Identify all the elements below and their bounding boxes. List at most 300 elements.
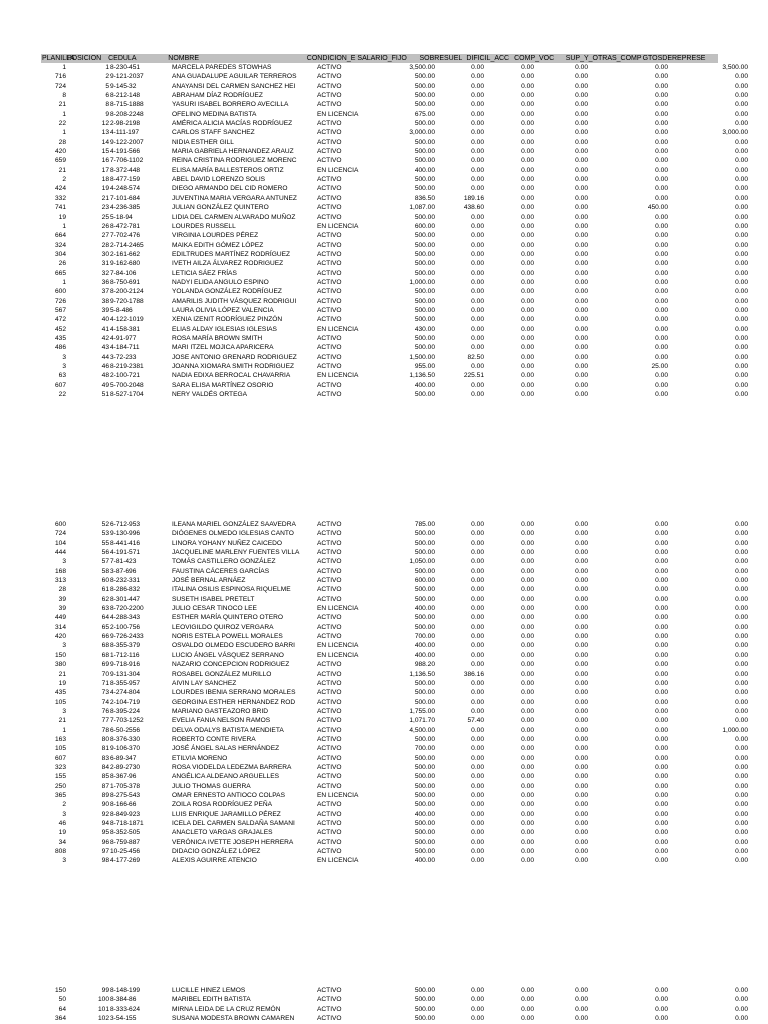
cell-posicion[interactable]: 40 <box>101 316 109 324</box>
cell-sup-y-otras-comp[interactable]: 0.00 <box>655 391 668 399</box>
cell-sobresueldo[interactable]: 0.00 <box>471 269 484 277</box>
cell-comp-voc[interactable]: 0.00 <box>575 791 588 799</box>
cell-salario-fijo[interactable]: 1,050.00 <box>409 558 435 566</box>
cell-cedula[interactable]: 8-759-887 <box>110 838 141 846</box>
cell-comp-voc[interactable]: 0.00 <box>575 567 588 575</box>
cell-planilla[interactable]: 726 <box>54 297 66 305</box>
cell-posicion[interactable]: 57 <box>101 558 109 566</box>
cell-gastos-representacion[interactable]: 0.00 <box>735 707 748 715</box>
cell-cedula[interactable]: 9-162-680 <box>110 260 141 268</box>
cell-salario-fijo[interactable]: 500.00 <box>414 297 435 305</box>
cell-nombre[interactable]: SUSETH ISABEL PRETELT <box>172 595 255 603</box>
cell-sup-y-otras-comp[interactable]: 0.00 <box>655 595 668 603</box>
cell-gastos-representacion[interactable]: 0.00 <box>735 148 748 156</box>
cell-dificil-acceso[interactable]: 0.00 <box>521 334 534 342</box>
cell-planilla[interactable]: 3 <box>62 810 66 818</box>
cell-sobresueldo[interactable]: 0.00 <box>471 782 484 790</box>
cell-dificil-acceso[interactable]: 0.00 <box>521 857 534 865</box>
cell-cedula[interactable]: 8-230-451 <box>110 64 141 71</box>
cell-planilla[interactable]: 808 <box>54 848 66 856</box>
cell-sobresueldo[interactable]: 0.00 <box>471 987 484 994</box>
cell-dificil-acceso[interactable]: 0.00 <box>521 670 534 678</box>
cell-dificil-acceso[interactable]: 0.00 <box>521 838 534 846</box>
cell-sup-y-otras-comp[interactable]: 0.00 <box>655 297 668 305</box>
cell-salario-fijo[interactable]: 400.00 <box>414 642 435 650</box>
cell-sup-y-otras-comp[interactable]: 0.00 <box>655 138 668 146</box>
cell-dificil-acceso[interactable]: 0.00 <box>521 614 534 622</box>
cell-dificil-acceso[interactable]: 0.00 <box>521 166 534 174</box>
cell-dificil-acceso[interactable]: 0.00 <box>521 829 534 837</box>
cell-salario-fijo[interactable]: 1,500.00 <box>409 353 435 361</box>
cell-cedula[interactable]: 6-50-2556 <box>110 726 141 734</box>
cell-nombre[interactable]: LINORA YOHANY NUÑEZ CAICEDO <box>172 539 283 547</box>
header-dificil[interactable]: DIFICIL_ACC <box>466 55 510 62</box>
cell-condicion[interactable]: ACTIVO <box>317 1005 342 1013</box>
cell-sup-y-otras-comp[interactable]: 0.00 <box>655 614 668 622</box>
cell-posicion[interactable]: 16 <box>101 157 109 165</box>
cell-sup-y-otras-comp[interactable]: 0.00 <box>655 642 668 650</box>
cell-gastos-representacion[interactable]: 0.00 <box>735 194 748 202</box>
cell-salario-fijo[interactable]: 500.00 <box>414 773 435 781</box>
cell-condicion[interactable]: EN LICENCIA <box>317 166 359 174</box>
cell-gastos-representacion[interactable]: 0.00 <box>735 857 748 865</box>
cell-comp-voc[interactable]: 0.00 <box>575 297 588 305</box>
cell-salario-fijo[interactable]: 400.00 <box>414 381 435 389</box>
cell-comp-voc[interactable]: 0.00 <box>575 987 588 994</box>
cell-sobresueldo[interactable]: 0.00 <box>471 157 484 165</box>
cell-cedula[interactable]: 8-395-224 <box>110 707 141 715</box>
cell-sup-y-otras-comp[interactable]: 0.00 <box>655 521 668 528</box>
cell-gastos-representacion[interactable]: 0.00 <box>735 157 748 165</box>
cell-sobresueldo[interactable]: 0.00 <box>471 64 484 71</box>
cell-sup-y-otras-comp[interactable]: 0.00 <box>655 763 668 771</box>
cell-comp-voc[interactable]: 0.00 <box>575 996 588 1004</box>
cell-dificil-acceso[interactable]: 0.00 <box>521 222 534 230</box>
cell-nombre[interactable]: EVELIA FANIA NELSON RAMOS <box>172 717 271 725</box>
cell-dificil-acceso[interactable]: 0.00 <box>521 707 534 715</box>
cell-comp-voc[interactable]: 0.00 <box>575 157 588 165</box>
cell-condicion[interactable]: ACTIVO <box>317 679 342 687</box>
cell-comp-voc[interactable]: 0.00 <box>575 334 588 342</box>
cell-comp-voc[interactable]: 0.00 <box>575 549 588 557</box>
cell-posicion[interactable]: 52 <box>101 521 109 528</box>
cell-salario-fijo[interactable]: 500.00 <box>414 595 435 603</box>
header-nombre[interactable]: NOMBRE <box>168 55 200 62</box>
cell-gastos-representacion[interactable]: 0.00 <box>735 633 748 641</box>
cell-condicion[interactable]: EN LICENCIA <box>317 372 359 380</box>
cell-gastos-representacion[interactable]: 0.00 <box>735 987 748 994</box>
cell-comp-voc[interactable]: 0.00 <box>575 605 588 613</box>
cell-planilla[interactable]: 19 <box>58 829 66 837</box>
cell-condicion[interactable]: ACTIVO <box>317 363 342 370</box>
cell-gastos-representacion[interactable]: 0.00 <box>735 530 748 538</box>
cell-gastos-representacion[interactable]: 0.00 <box>735 567 748 575</box>
cell-sobresueldo[interactable]: 0.00 <box>471 586 484 594</box>
cell-nombre[interactable]: IVETH AILZA ÁLVAREZ RODRIGUEZ <box>172 260 284 268</box>
cell-sup-y-otras-comp[interactable]: 0.00 <box>655 539 668 547</box>
cell-sup-y-otras-comp[interactable]: 0.00 <box>655 651 668 659</box>
cell-nombre[interactable]: EDILTRUDES MARTÍNEZ RODRÍGUEZ <box>172 250 291 258</box>
cell-condicion[interactable]: ACTIVO <box>317 698 342 706</box>
cell-sup-y-otras-comp[interactable]: 0.00 <box>655 996 668 1004</box>
cell-nombre[interactable]: JULIO CESAR TINOCO LEE <box>172 605 257 613</box>
cell-sup-y-otras-comp[interactable]: 0.00 <box>655 353 668 361</box>
cell-sobresueldo[interactable]: 0.00 <box>471 120 484 128</box>
cell-sobresueldo[interactable]: 438.60 <box>463 204 484 212</box>
cell-condicion[interactable]: ACTIVO <box>317 539 342 547</box>
cell-salario-fijo[interactable]: 1,000.00 <box>409 278 435 286</box>
cell-gastos-representacion[interactable]: 0.00 <box>735 391 748 399</box>
cell-planilla[interactable]: 155 <box>54 773 66 781</box>
cell-comp-voc[interactable]: 0.00 <box>575 745 588 753</box>
cell-dificil-acceso[interactable]: 0.00 <box>521 726 534 734</box>
cell-planilla[interactable]: 28 <box>58 138 66 146</box>
cell-sobresueldo[interactable]: 0.00 <box>471 241 484 249</box>
header-salario[interactable]: SALARIO_FIJO <box>357 55 407 62</box>
cell-posicion[interactable]: 66 <box>101 633 109 641</box>
cell-condicion[interactable]: ACTIVO <box>317 278 342 286</box>
cell-cedula[interactable]: 4-191-571 <box>110 549 141 557</box>
cell-posicion[interactable]: 101 <box>97 1005 109 1013</box>
cell-sup-y-otras-comp[interactable]: 0.00 <box>655 157 668 165</box>
cell-comp-voc[interactable]: 0.00 <box>575 110 588 118</box>
cell-posicion[interactable]: 43 <box>101 344 109 352</box>
cell-sup-y-otras-comp[interactable]: 0.00 <box>655 987 668 994</box>
cell-sobresueldo[interactable]: 0.00 <box>471 521 484 528</box>
cell-sobresueldo[interactable]: 0.00 <box>471 92 484 100</box>
cell-gastos-representacion[interactable]: 0.00 <box>735 595 748 603</box>
cell-nombre[interactable]: LUCILLE HINEZ LEMOS <box>172 987 246 994</box>
cell-dificil-acceso[interactable]: 0.00 <box>521 73 534 81</box>
cell-comp-voc[interactable]: 0.00 <box>575 363 588 370</box>
cell-posicion[interactable]: 18 <box>101 176 109 184</box>
cell-nombre[interactable]: JOSÉ ÁNGEL SALAS HERNÁNDEZ <box>172 745 280 753</box>
cell-gastos-representacion[interactable]: 0.00 <box>735 586 748 594</box>
cell-nombre[interactable]: LETICIA SÁEZ FRÍAS <box>172 269 237 277</box>
cell-salario-fijo[interactable]: 430.00 <box>414 325 435 333</box>
cell-comp-voc[interactable]: 0.00 <box>575 801 588 809</box>
cell-nombre[interactable]: MIRNA LEIDA DE LA CRUZ REMÓN <box>172 1005 281 1013</box>
cell-cedula[interactable]: 9-720-1788 <box>110 297 144 305</box>
cell-nombre[interactable]: NERY VALDÉS ORTEGA <box>172 391 247 399</box>
cell-sobresueldo[interactable]: 0.00 <box>471 567 484 575</box>
cell-sobresueldo[interactable]: 0.00 <box>471 726 484 734</box>
cell-gastos-representacion[interactable]: 1,000.00 <box>722 726 748 734</box>
cell-nombre[interactable]: VIRGINIA LOURDES PÉREZ <box>172 232 259 240</box>
cell-condicion[interactable]: ACTIVO <box>317 288 342 296</box>
cell-dificil-acceso[interactable]: 0.00 <box>521 232 534 240</box>
cell-posicion[interactable]: 102 <box>97 1015 109 1023</box>
cell-planilla[interactable]: 28 <box>58 586 66 594</box>
cell-nombre[interactable]: CARLOS STAFF SANCHEZ <box>172 129 255 137</box>
cell-planilla[interactable]: 365 <box>54 791 66 799</box>
cell-cedula[interactable]: 9-106-370 <box>110 745 141 753</box>
header-supotras[interactable]: SUP_Y_OTRAS_COMP <box>565 55 642 62</box>
cell-nombre[interactable]: ANAYANSI DEL CARMEN SANCHEZ HEI <box>172 82 296 90</box>
cell-dificil-acceso[interactable]: 0.00 <box>521 1015 534 1023</box>
cell-planilla[interactable]: 104 <box>54 539 66 547</box>
cell-salario-fijo[interactable]: 500.00 <box>414 801 435 809</box>
cell-dificil-acceso[interactable]: 0.00 <box>521 148 534 156</box>
cell-condicion[interactable]: ACTIVO <box>317 204 342 212</box>
cell-nombre[interactable]: LAURA OLIVIA LÓPEZ VALENCIA <box>172 306 274 314</box>
cell-sup-y-otras-comp[interactable]: 0.00 <box>655 735 668 743</box>
cell-condicion[interactable]: ACTIVO <box>317 185 342 193</box>
cell-gastos-representacion[interactable]: 0.00 <box>735 558 748 566</box>
cell-salario-fijo[interactable]: 600.00 <box>414 222 435 230</box>
cell-salario-fijo[interactable]: 500.00 <box>414 176 435 184</box>
cell-cedula[interactable]: 8-849-923 <box>110 810 141 818</box>
cell-cedula[interactable]: 4-236-385 <box>110 204 141 212</box>
cell-planilla[interactable]: 600 <box>54 521 66 528</box>
cell-cedula[interactable]: 8-376-330 <box>110 735 141 743</box>
cell-cedula[interactable]: 3-72-233 <box>110 353 137 361</box>
cell-comp-voc[interactable]: 0.00 <box>575 129 588 137</box>
cell-comp-voc[interactable]: 0.00 <box>575 101 588 109</box>
cell-gastos-representacion[interactable]: 0.00 <box>735 288 748 296</box>
cell-sup-y-otras-comp[interactable]: 0.00 <box>655 110 668 118</box>
cell-sup-y-otras-comp[interactable]: 0.00 <box>655 670 668 678</box>
cell-posicion[interactable]: 15 <box>101 148 109 156</box>
cell-condicion[interactable]: ACTIVO <box>317 754 342 762</box>
cell-condicion[interactable]: ACTIVO <box>317 353 342 361</box>
cell-sobresueldo[interactable]: 0.00 <box>471 316 484 324</box>
cell-gastos-representacion[interactable]: 0.00 <box>735 260 748 268</box>
cell-nombre[interactable]: DIÓGENES OLMEDO IGLESIAS CANTO <box>172 530 294 538</box>
cell-planilla[interactable]: 3 <box>62 857 66 865</box>
cell-salario-fijo[interactable]: 1,071.70 <box>409 717 435 725</box>
cell-comp-voc[interactable]: 0.00 <box>575 838 588 846</box>
cell-sobresueldo[interactable]: 82.50 <box>467 353 484 361</box>
cell-dificil-acceso[interactable]: 0.00 <box>521 717 534 725</box>
cell-cedula[interactable]: 2-104-719 <box>110 698 141 706</box>
cell-salario-fijo[interactable]: 500.00 <box>414 1005 435 1013</box>
cell-dificil-acceso[interactable]: 0.00 <box>521 521 534 528</box>
cell-sup-y-otras-comp[interactable]: 0.00 <box>655 222 668 230</box>
cell-posicion[interactable]: 55 <box>101 539 109 547</box>
cell-dificil-acceso[interactable]: 0.00 <box>521 241 534 249</box>
cell-posicion[interactable]: 19 <box>101 185 109 193</box>
cell-posicion[interactable]: 17 <box>101 166 109 174</box>
cell-salario-fijo[interactable]: 500.00 <box>414 754 435 762</box>
cell-dificil-acceso[interactable]: 0.00 <box>521 213 534 221</box>
header-planilla[interactable]: PLANILLA <box>42 55 75 62</box>
cell-nombre[interactable]: ELIAS ALDAY IGLESIAS IGLESIAS <box>172 325 277 333</box>
cell-nombre[interactable]: ILEANA MARIEL GONZÁLEZ SAAVEDRA <box>172 521 296 528</box>
cell-comp-voc[interactable]: 0.00 <box>575 316 588 324</box>
cell-condicion[interactable]: ACTIVO <box>317 391 342 399</box>
cell-dificil-acceso[interactable]: 0.00 <box>521 848 534 856</box>
cell-dificil-acceso[interactable]: 0.00 <box>521 605 534 613</box>
cell-nombre[interactable]: LUCIO ÁNGEL VÁSQUEZ SERRANO <box>172 651 284 659</box>
cell-sup-y-otras-comp[interactable]: 0.00 <box>655 838 668 846</box>
cell-salario-fijo[interactable]: 500.00 <box>414 82 435 90</box>
cell-sobresueldo[interactable]: 0.00 <box>471 260 484 268</box>
cell-cedula[interactable]: 6-712-953 <box>110 521 141 528</box>
cell-salario-fijo[interactable]: 500.00 <box>414 306 435 314</box>
cell-cedula[interactable]: 8-200-2124 <box>110 288 144 296</box>
cell-salario-fijo[interactable]: 500.00 <box>414 232 435 240</box>
cell-salario-fijo[interactable]: 500.00 <box>414 567 435 575</box>
cell-nombre[interactable]: DIEGO ARMANDO DEL CID ROMERO <box>172 185 288 193</box>
cell-dificil-acceso[interactable]: 0.00 <box>521 567 534 575</box>
cell-sup-y-otras-comp[interactable]: 0.00 <box>655 577 668 585</box>
cell-posicion[interactable]: 100 <box>97 996 109 1004</box>
cell-salario-fijo[interactable]: 836.50 <box>414 194 435 202</box>
header-cedula[interactable]: CEDULA <box>108 55 137 62</box>
cell-condicion[interactable]: ACTIVO <box>317 586 342 594</box>
cell-condicion[interactable]: ACTIVO <box>317 763 342 771</box>
cell-condicion[interactable]: ACTIVO <box>317 344 342 352</box>
cell-sup-y-otras-comp[interactable]: 0.00 <box>655 288 668 296</box>
cell-comp-voc[interactable]: 0.00 <box>575 726 588 734</box>
cell-nombre[interactable]: OSVALDO OLMEDO ESCUDERO BARRI <box>172 642 295 650</box>
cell-dificil-acceso[interactable]: 0.00 <box>521 661 534 669</box>
cell-sobresueldo[interactable]: 225.51 <box>463 372 484 380</box>
cell-dificil-acceso[interactable]: 0.00 <box>521 101 534 109</box>
cell-sup-y-otras-comp[interactable]: 0.00 <box>655 689 668 697</box>
cell-cedula[interactable]: 7-702-476 <box>110 232 141 240</box>
cell-nombre[interactable]: ALEXIS AGUIRRE ATENCIO <box>172 857 257 865</box>
cell-comp-voc[interactable]: 0.00 <box>575 558 588 566</box>
cell-nombre[interactable]: ABRAHAM DÍAZ RODRÍGUEZ <box>172 92 263 100</box>
cell-salario-fijo[interactable]: 785.00 <box>414 521 435 528</box>
cell-planilla[interactable]: 452 <box>54 325 66 333</box>
cell-sup-y-otras-comp[interactable]: 0.00 <box>655 605 668 613</box>
cell-gastos-representacion[interactable]: 0.00 <box>735 82 748 90</box>
cell-posicion[interactable]: 97 <box>101 848 109 856</box>
cell-gastos-representacion[interactable]: 0.00 <box>735 213 748 221</box>
cell-cedula[interactable]: 8-527-1704 <box>110 391 144 399</box>
cell-posicion[interactable]: 70 <box>101 670 109 678</box>
cell-nombre[interactable]: DIDACIO GONZÁLEZ LÓPEZ <box>172 848 261 856</box>
cell-gastos-representacion[interactable]: 0.00 <box>735 577 748 585</box>
cell-comp-voc[interactable]: 0.00 <box>575 586 588 594</box>
cell-sup-y-otras-comp[interactable]: 25.00 <box>651 363 668 370</box>
cell-sobresueldo[interactable]: 0.00 <box>471 745 484 753</box>
cell-salario-fijo[interactable]: 600.00 <box>414 577 435 585</box>
cell-salario-fijo[interactable]: 500.00 <box>414 260 435 268</box>
cell-gastos-representacion[interactable]: 0.00 <box>735 829 748 837</box>
cell-sobresueldo[interactable]: 0.00 <box>471 334 484 342</box>
cell-posicion[interactable]: 96 <box>101 838 109 846</box>
cell-cedula[interactable]: 8-472-781 <box>110 222 141 230</box>
cell-nombre[interactable]: AMÉRICA ALICIA MACÍAS RODRÍGUEZ <box>172 120 293 128</box>
cell-comp-voc[interactable]: 0.00 <box>575 679 588 687</box>
cell-sobresueldo[interactable]: 0.00 <box>471 325 484 333</box>
cell-cedula[interactable]: 8-355-379 <box>110 642 141 650</box>
cell-condicion[interactable]: ACTIVO <box>317 567 342 575</box>
cell-gastos-representacion[interactable]: 0.00 <box>735 549 748 557</box>
cell-condicion[interactable]: ACTIVO <box>317 92 342 100</box>
cell-dificil-acceso[interactable]: 0.00 <box>521 987 534 994</box>
cell-nombre[interactable]: XENIA IZENIT RODRÍGUEZ PINZÓN <box>172 316 283 324</box>
cell-planilla[interactable]: 449 <box>54 614 66 622</box>
cell-cedula[interactable]: 8-477-159 <box>110 176 141 184</box>
cell-gastos-representacion[interactable]: 0.00 <box>735 241 748 249</box>
cell-dificil-acceso[interactable]: 0.00 <box>521 530 534 538</box>
cell-comp-voc[interactable]: 0.00 <box>575 530 588 538</box>
cell-sobresueldo[interactable]: 0.00 <box>471 232 484 240</box>
cell-gastos-representacion[interactable]: 0.00 <box>735 679 748 687</box>
cell-planilla[interactable]: 323 <box>54 763 66 771</box>
cell-sup-y-otras-comp[interactable]: 0.00 <box>655 558 668 566</box>
cell-planilla[interactable]: 435 <box>54 334 66 342</box>
cell-comp-voc[interactable]: 0.00 <box>575 166 588 174</box>
cell-posicion[interactable]: 1 <box>105 64 109 71</box>
cell-gastos-representacion[interactable]: 0.00 <box>735 763 748 771</box>
cell-cedula[interactable]: 9-145-32 <box>110 82 137 90</box>
cell-cedula[interactable]: 8-219-2381 <box>110 363 144 370</box>
cell-comp-voc[interactable]: 0.00 <box>575 325 588 333</box>
cell-posicion[interactable]: 73 <box>101 689 109 697</box>
cell-nombre[interactable]: LUIS ENRIQUE JARAMILLO PÉREZ <box>172 810 281 818</box>
cell-gastos-representacion[interactable]: 0.00 <box>735 539 748 547</box>
cell-posicion[interactable]: 51 <box>101 391 109 399</box>
cell-cedula[interactable]: 5-700-2048 <box>110 381 144 389</box>
cell-condicion[interactable]: ACTIVO <box>317 595 342 603</box>
cell-posicion[interactable]: 32 <box>101 269 109 277</box>
cell-sobresueldo[interactable]: 0.00 <box>471 166 484 174</box>
cell-cedula[interactable]: 4-177-269 <box>110 857 141 865</box>
cell-posicion[interactable]: 53 <box>101 530 109 538</box>
cell-sup-y-otras-comp[interactable]: 0.00 <box>655 857 668 865</box>
cell-nombre[interactable]: JULIO THOMAS GUERRA <box>172 782 251 790</box>
cell-condicion[interactable]: ACTIVO <box>317 996 342 1004</box>
cell-comp-voc[interactable]: 0.00 <box>575 521 588 528</box>
cell-sobresueldo[interactable]: 386.16 <box>463 670 484 678</box>
cell-sup-y-otras-comp[interactable]: 0.00 <box>655 1005 668 1013</box>
cell-comp-voc[interactable]: 0.00 <box>575 241 588 249</box>
cell-dificil-acceso[interactable]: 0.00 <box>521 549 534 557</box>
cell-gastos-representacion[interactable]: 0.00 <box>735 278 748 286</box>
cell-condicion[interactable]: ACTIVO <box>317 129 342 137</box>
cell-planilla[interactable]: 600 <box>54 288 66 296</box>
cell-gastos-representacion[interactable]: 0.00 <box>735 73 748 81</box>
cell-sobresueldo[interactable]: 0.00 <box>471 605 484 613</box>
cell-dificil-acceso[interactable]: 0.00 <box>521 642 534 650</box>
cell-salario-fijo[interactable]: 400.00 <box>414 166 435 174</box>
cell-sup-y-otras-comp[interactable]: 0.00 <box>655 586 668 594</box>
cell-posicion[interactable]: 30 <box>101 250 109 258</box>
cell-nombre[interactable]: ABEL DAVID LORENZO SOLIS <box>172 176 266 184</box>
cell-posicion[interactable]: 95 <box>101 829 109 837</box>
cell-planilla[interactable]: 420 <box>54 633 66 641</box>
cell-sobresueldo[interactable]: 0.00 <box>471 391 484 399</box>
cell-dificil-acceso[interactable]: 0.00 <box>521 679 534 687</box>
cell-cedula[interactable]: 2-100-756 <box>110 623 141 631</box>
cell-sup-y-otras-comp[interactable]: 0.00 <box>655 64 668 71</box>
cell-comp-voc[interactable]: 0.00 <box>575 633 588 641</box>
cell-sobresueldo[interactable]: 0.00 <box>471 101 484 109</box>
cell-salario-fijo[interactable]: 500.00 <box>414 138 435 146</box>
cell-sup-y-otras-comp[interactable]: 0.00 <box>655 334 668 342</box>
cell-gastos-representacion[interactable]: 0.00 <box>735 110 748 118</box>
cell-sobresueldo[interactable]: 0.00 <box>471 614 484 622</box>
cell-sup-y-otras-comp[interactable]: 0.00 <box>655 633 668 641</box>
cell-nombre[interactable]: DELVA ODALYS BATISTA MENDIETA <box>172 726 284 734</box>
cell-planilla[interactable]: 324 <box>54 241 66 249</box>
cell-salario-fijo[interactable]: 500.00 <box>414 586 435 594</box>
cell-comp-voc[interactable]: 0.00 <box>575 82 588 90</box>
cell-posicion[interactable]: 26 <box>101 222 109 230</box>
cell-salario-fijo[interactable]: 500.00 <box>414 241 435 249</box>
cell-sup-y-otras-comp[interactable]: 450.00 <box>647 204 668 212</box>
cell-cedula[interactable]: 8-275-543 <box>110 791 141 799</box>
cell-planilla[interactable]: 150 <box>54 651 66 659</box>
cell-sobresueldo[interactable]: 0.00 <box>471 250 484 258</box>
cell-gastos-representacion[interactable]: 0.00 <box>735 996 748 1004</box>
